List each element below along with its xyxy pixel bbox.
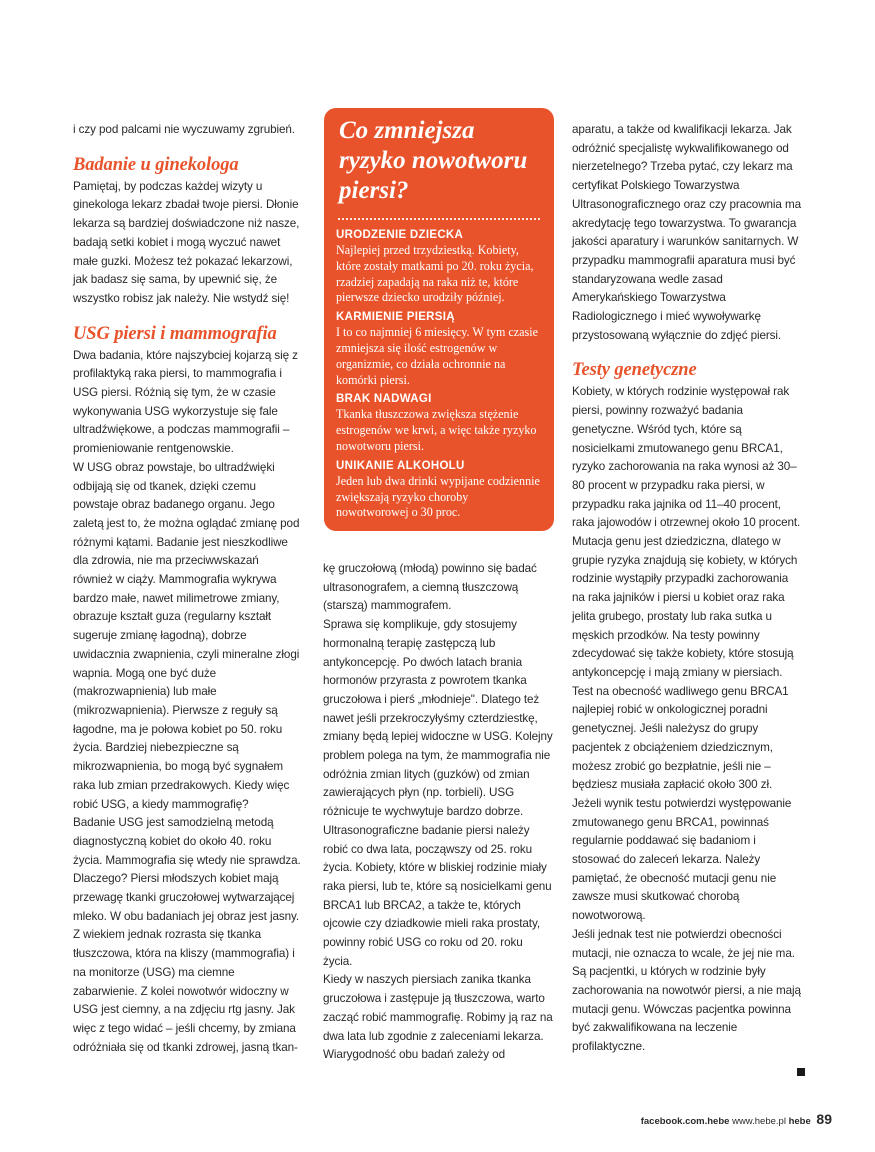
risk-reduction-box <box>324 108 554 531</box>
footer-facebook-link[interactable]: facebook.com.hebe <box>640 1116 730 1127</box>
page-number: 89 <box>816 1111 832 1127</box>
box-item-heading: URODZENIE DZIECKA <box>336 229 464 241</box>
article-end-mark-icon <box>797 1068 805 1076</box>
footer-brand: hebe <box>788 1116 811 1127</box>
paragraph-col2-1: kę gruczołową (młodą) powinno się badać ultrasonografem, a ciemną tłuszczową (starszą) mammografem. <box>323 562 537 613</box>
box-divider <box>338 218 540 220</box>
paragraph-col2-3: Ultrasonograficzne badanie piersi należy robić co dwa lata, począwszy od 25. roku życia. Kobiety, które w bliskiej rodzinie miały raka piersi, lub te, które są nosicielkami genu BRCA1 lub BRCA2, a także te, których ojcowie czy dziadkowie mieli raka prostaty, powinny robić USG co roku od 20. roku życia. <box>323 823 552 968</box>
paragraph-ginekolog: Pamiętaj, by podczas każdej wizyty u ginekologa lekarz zbadał twoje piersi. Dłonie lekarza są bardziej doświadczone niż nasze, badają setki kobiet i mogą wyczuć nawet małe guzki. Możesz też pokazać lekarzowi, jak badasz się sama, by upewnić się, że wszystko robisz jak należy. Nie wstydź się! <box>73 179 300 305</box>
box-title: Co zmniejsza ryzyko nowotworu piersi? <box>339 117 528 204</box>
box-item-text: Jeden lub dwa drinki wypijane codziennie zwiększają ryzyko choroby nowotworowej o 30 proc. <box>336 473 540 520</box>
paragraph-col3-3: Test na obecność wadliwego genu BRCA1 najlepiej robić w onkologicznej poradni genetycznej. Jeśli należysz do grupy pacjentek z obciążeniem dziedzicznym, możesz zrobić go bezpłatnie, jeśli nie – będziesz musiała zapłacić około 300 zł. <box>572 684 789 792</box>
heading-usg-mammografia: USG piersi i mammografia <box>73 323 277 344</box>
paragraph-col3-1: aparatu, a także od kwalifikacji lekarza. Jak odróżnić specjalistę wykwalifikowanego od nierzetelnego? Trzeba pytać, czy lekarz ma certyfikat Polskiego Towarzystwa Ultrasonograficznego oraz czy pracownia ma akredytację tego towarzystwa. To gwarancja jakości aparatury i warunków sanitarnych. W przypadku mammografii aparatura musi być standaryzowana wedle zasad Amerykańskiego Towarzystwa Radiologicznego i mieć wywoływarkę przystosowaną wyłącznie do zdjęć piersi. <box>572 123 802 342</box>
box-item-heading: BRAK NADWAGI <box>336 393 432 406</box>
heading-badanie-u-ginekologa: Badanie u ginekologa <box>73 154 239 175</box>
footer-web-link[interactable]: www.hebe.pl <box>732 1116 786 1127</box>
paragraph-usg-2: W USG obraz powstaje, bo ultradźwięki odbijają się od tkanek, dzięki czemu powstaje obraz badanego organu. Jego zaletą jest to, że można oglądać zmianę pod różnymi kątami. Badanie jest nieszkodliwe dla zdrowia, nie ma przeciwwskazań również w ciąży. Mammografia wykrywa bardzo małe, nawet milimetrowe zmiany, obrazuje kształt guza (regularny kształt sugeruje zmianę łagodną), dobrze uwidacznia zwapnienia, czyli mineralne złogi wapnia. Mogą one być duże (makrozwapnienia) lub małe (mikrozwapnienia). Pierwsze z reguły są łagodne, ma je połowa kobiet po 50. roku życia. Bardziej niebezpieczne są mikrozwapnienia, bo mogą być sygnałem raka lub zmian przedrakowych. Kiedy więc robić USG, a kiedy mammografię? <box>73 460 300 811</box>
column-3 <box>572 121 804 1057</box>
box-item-heading: UNIKANIE ALKOHOLU <box>336 459 465 472</box>
column-1 <box>73 121 301 1057</box>
paragraph-col3-4: Jeżeli wynik testu potwierdzi występowanie zmutowanego genu BRCA1, powinnaś regularnie poddawać się badaniom i stosować do zaleceń lekarza. Należy pamiętać, że obecność mutacji genu nie zawsze musi skutkować chorobą nowotworową. <box>572 796 792 923</box>
paragraph-col2-4: Kiedy w naszych piersiach zanika tkanka gruczołowa i zastępuje ją tłuszczowa, warto zacząć robić mammografię. Robimy ją raz na dwa lata lub zgodnie z zaleceniami lekarza. Wiarygodność obu badań zależy od <box>323 973 553 1062</box>
column-2 <box>323 560 555 1065</box>
paragraph-intro: i czy pod palcami nie wyczuwamy zgrubień. <box>73 123 295 136</box>
paragraph-usg-3: Badanie USG jest samodzielną metodą diagnostyczną kobiet do około 40. roku życia. Mammografia się wtedy nie sprawdza. Dlaczego? Piersi młodszych kobiet mają przewagę tkanki gruczołowej wytwarzającej mleko. W obu badaniach jej obraz jest jasny. Z wiekiem jednak rozrasta się tkanka tłuszczowa, która na kliszy (mammografia) i na monitorze (USG) ma ciemne zabarwienie. Z kolei nowotwór widoczny w USG jest ciemny, a na zdjęciu rtg jasny. Jak więc z tego widać – jeśli chcemy, by zmiana odróżniała się od tkanki zdrowej, jasną tkan- <box>73 816 301 1054</box>
paragraph-col3-2: Kobiety, w których rodzinie występował rak piersi, powinny rozważyć badania genetyczne. Wśród tych, które są nosicielkami zmutowanego genu BRCA1, ryzyko zachorowania na raka wynosi aż 30–80 procent w przypadku raka piersi, w przypadku raka jajnika od 11–40 procent, raka jajowodów i otrzewnej około 10 procent. Mutacja genu jest dziedziczna, dlatego w grupie ryzyka znajdują się kobiety, w których rodzinie wystąpiły przypadki zachorowania na raka jajników i piersi u kobiet oraz raka jelita grubego, prostaty lub raka sutka u męskich przodków. Na testy powinny zdecydować się także kobiety, które stosują antykoncepcję i mają zmiany w piersiach. <box>572 385 801 679</box>
heading-testy-genetyczne: Testy genetyczne <box>572 360 697 381</box>
box-item-text: I to co najmniej 6 miesięcy. W tym czasie zmniejsza się ilość estrogenów w organizmie, co działa ochronnie na komórki piersi. <box>336 325 538 387</box>
box-item-text: Tkanka tłuszczowa zwiększa stężenie estrogenów we krwi, a więc także ryzyko nowotworu piersi. <box>336 407 537 453</box>
paragraph-col2-2: Sprawa się komplikuje, gdy stosujemy hormonalną terapię zastępczą lub antykoncepcję. Po dwóch latach brania hormonów przyrasta z powrotem tkanka gruczołowa i pierś „młodnieje". Dlatego też nawet jeśli przekroczyłyśmy czterdziestkę, zmiany będą lepiej widoczne w USG. Kolejny problem polega na tym, że mammografia nie odróżnia zmian litych (guzków) od zmian zawierających płyn (np. torbieli). USG różnicuje te wychwytuje bardzo dobrze. <box>323 618 553 819</box>
page-footer <box>641 1111 832 1127</box>
paragraph-col3-5: Jeśli jednak test nie potwierdzi obecności mutacji, nie oznacza to wcale, że jej nie ma. Są pacjentki, u których w rodzinie były zachorowania na nowotwór piersi, a nie mają mutacji genu. Wówczas pacjentka powinna być zakwalifikowana na leczenie profilaktyczne. <box>572 927 801 1054</box>
box-item-heading: KARMIENIE PIERSIĄ <box>336 311 455 324</box>
paragraph-usg-1: Dwa badania, które najszybciej kojarzą się z profilaktyką raka piersi, to mammografia i USG piersi. Różnią się tym, że w czasie wykonywania USG wykorzystuje się fale ultradźwiękowe, a podczas mammografii – promieniowanie rentgenowskie. <box>73 348 298 456</box>
box-item-text: Najlepiej przed trzydziestką. Kobiety, które zostały matkami po 20. roku życia, rzadziej zapadają na raka niż te, które pierwsze dziecko urodziły później. <box>336 243 534 305</box>
